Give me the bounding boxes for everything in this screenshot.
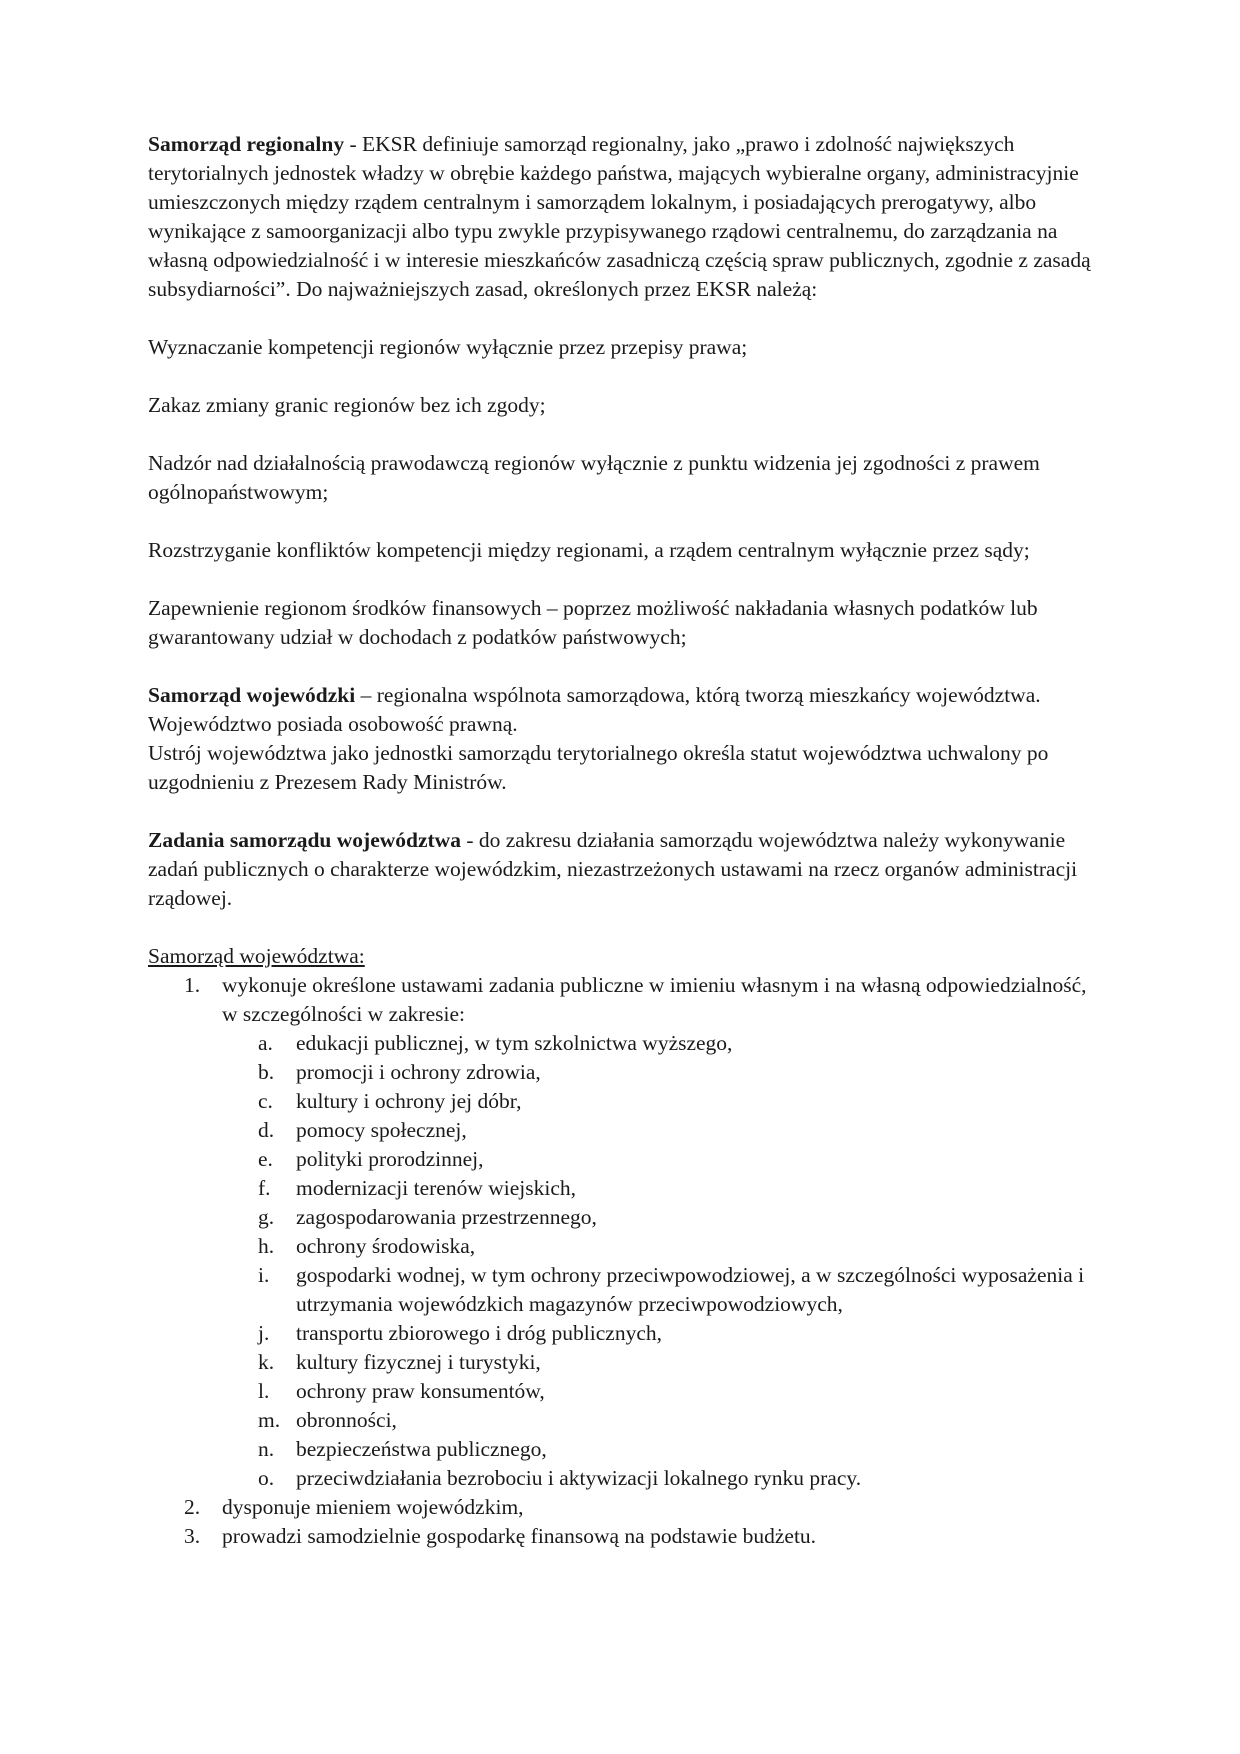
list-item-text: dysponuje mieniem wojewódzkim, — [222, 1495, 524, 1519]
voivodeship-tasks-heading: Zadania samorządu województwa — [148, 828, 461, 852]
list-item-number: 3. — [184, 1524, 201, 1548]
sublist-item-text: edukacji publicznej, w tym szkolnictwa wyższego, — [296, 1031, 733, 1055]
principle-2: Zakaz zmiany granic regionów bez ich zgody; — [148, 393, 546, 417]
regional-self-government-text: - EKSR definiuje samorząd regionalny, jako „prawo i zdolność największych terytorialnych jednostek władzy w obrębie każdego państwa, mających wybieralne organy, administracyjnie umieszczonych między rządem centralnym i samorządem lokalnym, i posiadających prerogatywy, albo wynikające z samoorganizacji albo typu zwykle przypisywanego rządowi centralnemu, do zarządzania na własną odpowiedzialność i w interesie mieszkańców zasadniczą częścią spraw publicznych, zgodnie z zasadą subsydiarności”. Do najważniejszych zasad, określonych przez EKSR należą: — [148, 132, 1091, 301]
list-item-text: wykonuje określone ustawami zadania publiczne w imieniu własnym i na własną odpowiedzialność, w szczególności w zakresie: — [222, 973, 1087, 1026]
sublist-item-text: pomocy społecznej, — [296, 1118, 467, 1142]
regional-self-government-heading: Samorząd regionalny — [148, 132, 345, 156]
sublist-item-text: modernizacji terenów wiejskich, — [296, 1176, 576, 1200]
sublist-item-letter: n. — [258, 1437, 275, 1461]
sublist-item-letter: m. — [258, 1408, 281, 1432]
list-item-number: 2. — [184, 1495, 201, 1519]
principle-4: Rozstrzyganie konfliktów kompetencji między regionami, a rządem centralnym wyłącznie przez sądy; — [148, 538, 1030, 562]
sublist-item-text: bezpieczeństwa publicznego, — [296, 1437, 547, 1461]
sublist-item-letter: k. — [258, 1350, 275, 1374]
sublist-item-text: kultury fizycznej i turystyki, — [296, 1350, 541, 1374]
principle-3: Nadzór nad działalnością prawodawczą regionów wyłącznie z punktu widzenia jej zgodności z prawem ogólnopaństwowym; — [148, 451, 1040, 504]
regional-self-government-paragraph — [148, 130, 1098, 304]
principle-5: Zapewnienie regionom środków finansowych – poprzez możliwość nakładania własnych podatków lub gwarantowany udział w dochodach z podatków państwowych; — [148, 596, 1038, 649]
sublist-item-text: gospodarki wodnej, w tym ochrony przeciwpowodziowej, a w szczególności wyposażenia i utrzymania wojewódzkich magazynów przeciwpowodziowych, — [296, 1263, 1085, 1316]
sublist-item — [222, 1406, 1098, 1435]
sublist-item-text: przeciwdziałania bezrobociu i aktywizacji lokalnego rynku pracy. — [296, 1466, 862, 1490]
document-page — [148, 130, 1098, 1551]
sublist-item-text: polityki prorodzinnej, — [296, 1147, 484, 1171]
sublist-item-letter: c. — [258, 1089, 273, 1113]
sublist-item-letter: d. — [258, 1118, 275, 1142]
sublist-item-letter: a. — [258, 1031, 273, 1055]
sublist-item — [222, 1174, 1098, 1203]
voivodeship-tasks-text: - do zakresu działania samorządu województwa należy wykonywanie zadań publicznych o charakterze wojewódzkim, niezastrzeżonych ustawami na rzecz organów administracji rządowej. — [148, 828, 1078, 910]
tasks-sublist — [222, 1029, 1098, 1493]
list-item-text: prowadzi samodzielnie gospodarkę finansową na podstawie budżetu. — [222, 1524, 817, 1548]
sublist-item — [222, 1377, 1098, 1406]
list-item-number: 1. — [184, 973, 201, 997]
sublist-item — [222, 1435, 1098, 1464]
voivodeship-statute-paragraph: Ustrój województwa jako jednostki samorządu terytorialnego określa statut województwa uchwalony po uzgodnieniu z Prezesem Rady Ministrów. — [148, 741, 1049, 794]
sublist-item-letter: h. — [258, 1234, 275, 1258]
sublist-item-text: zagospodarowania przestrzennego, — [296, 1205, 597, 1229]
sublist-item-letter: f. — [258, 1176, 271, 1200]
sublist-item-text: obronności, — [296, 1408, 397, 1432]
sublist-item-letter: i. — [258, 1263, 270, 1287]
principle-1: Wyznaczanie kompetencji regionów wyłącznie przez przepisy prawa; — [148, 335, 748, 359]
sublist-item-text: kultury i ochrony jej dóbr, — [296, 1089, 522, 1113]
sublist-item-letter: j. — [258, 1321, 270, 1345]
sublist-item — [222, 1116, 1098, 1145]
sublist-item-letter: e. — [258, 1147, 273, 1171]
sublist-item — [222, 1348, 1098, 1377]
sublist-item — [222, 1261, 1098, 1319]
voivodeship-self-government-heading: Samorząd wojewódzki — [148, 683, 356, 707]
sublist-item-text: transportu zbiorowego i dróg publicznych, — [296, 1321, 663, 1345]
sublist-item — [222, 1058, 1098, 1087]
sublist-item — [222, 1464, 1098, 1493]
list-item — [148, 1522, 1098, 1551]
voivodeship-self-government-text: – regionalna wspólnota samorządowa, którą tworzą mieszkańcy województwa. Województwo posiada osobowość prawną. — [148, 683, 1041, 736]
sublist-item-text: ochrony praw konsumentów, — [296, 1379, 545, 1403]
sublist-item — [222, 1232, 1098, 1261]
voivodeship-duties-list — [148, 971, 1098, 1551]
sublist-item — [222, 1029, 1098, 1058]
sublist-item-text: ochrony środowiska, — [296, 1234, 476, 1258]
list-title: Samorząd województwa: — [148, 944, 365, 968]
sublist-item-letter: g. — [258, 1205, 275, 1229]
sublist-item-letter: o. — [258, 1466, 275, 1490]
sublist-item — [222, 1203, 1098, 1232]
voivodeship-tasks-paragraph — [148, 826, 1098, 913]
voivodeship-self-government-paragraph — [148, 681, 1098, 739]
sublist-item-text: promocji i ochrony zdrowia, — [296, 1060, 541, 1084]
sublist-item — [222, 1319, 1098, 1348]
sublist-item — [222, 1145, 1098, 1174]
sublist-item-letter: b. — [258, 1060, 275, 1084]
sublist-item-letter: l. — [258, 1379, 270, 1403]
list-item — [148, 971, 1098, 1493]
sublist-item — [222, 1087, 1098, 1116]
list-item — [148, 1493, 1098, 1522]
